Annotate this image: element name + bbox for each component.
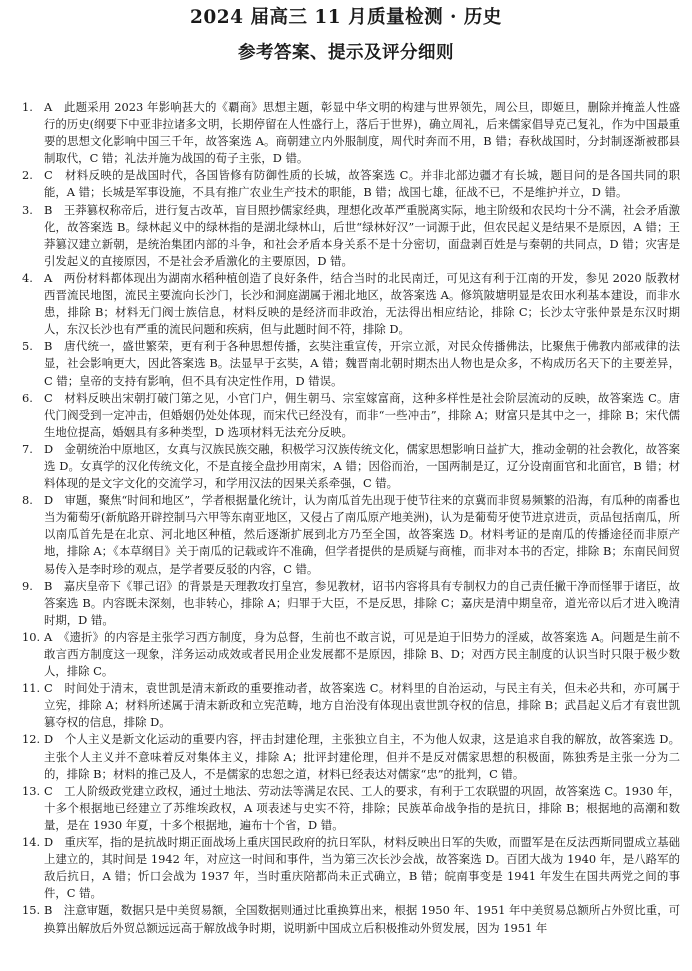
- question-number: 4.: [22, 270, 33, 285]
- question-number: 2.: [22, 168, 33, 183]
- answer-text: D 金朝统治中原地区，女真与汉族民族交融，积极学习汉族传统文化，儒家思想影响日益扩大，推动金朝的社会教化，故答案选 D。女真学的汉化传统文化，不是直接全盘抄用南宋，A 错；因俗而治，一国两制是辽，辽分设南面官和北面官，B 错；材料体现的是文字文化的交流学习，和学用汉法的因果关系牵强，C 错。: [44, 441, 680, 491]
- question-number: 13.: [22, 783, 41, 798]
- answer-item: [22, 99, 680, 167]
- page-subtitle: 参考答案、提示及评分细则: [238, 43, 454, 63]
- question-number: 15.: [22, 903, 41, 918]
- answer-list: [22, 99, 680, 971]
- answer-text: A 此题采用 2023 年影响甚大的《覇商》思想主题，彰显中华文明的构建与世界领先，周公旦，即姬旦，删除并掩盖人性盛行的历史(纲要下中亚非拉诸多文明，长期停留在人性盛行上，落后于世界)，确立周礼，后来儒家倡导克己复礼，作为中国最重要的思想文化影响中国三千年，故答案选 A。商朝建立内外服制度，周代时奔而不用，B 错；春秋战国时，分封制逐渐被郡县制取代，C 错；礼法并施为战国的荀子主张，D 错。: [44, 100, 680, 166]
- answer-item: [22, 441, 680, 492]
- answer-item: [22, 680, 680, 731]
- question-number: 10.: [22, 629, 41, 644]
- question-number: 5.: [22, 339, 33, 354]
- answer-text: B 嘉庆皇帝下《罪己诏》的背景是天理教攻打皇宫，参见教材，诏书内容将具有专制权力的自己责任撇干净而怪罪于诸臣，故答案选 B。内容既未深刻，也非转心，排除 A；归罪于大臣，不是反思，排除 C；嘉庆是清中期皇帝，道光帝以后才进入晚清时期，D 错。: [44, 578, 680, 627]
- answer-item: [22, 902, 680, 936]
- answer-text: A 两份材料都体现出为湖南水稻种植创造了良好条件，结合当时的北民南迁，可见这有利于江南的开发，参见 2020 版教材西晋流民地图，流民主要流向长沙门，长沙和洞庭湖属于湘北地区，故答案选 A。修筑陂塘明显是农田水利基本建设，而非水患，排除 B；材料无门阀士族信息，材料反映的是经济而非政治，无法得出相应结论，排除 C；长沙太守张仲景是东汉时期人，东汉长沙也有严重的流民问题和疾病，但与此题时间不符，排除 D。: [44, 270, 680, 337]
- answer-text: D 个人主义是新文化运动的重要内容，抨击封建伦理，主张独立自主，不为他人奴隶，这是追求自我的解放，故答案选 D。主张个人主义并不意味着反对集体主义，排除 A；批评封建伦理，但并不是反对儒家思想的积极面，陈独秀是主张一分为二的，排除 B；材料的推己及人，不是儒家的忠恕之道，材料已经表达对儒家“忠”的批判，C 错。: [44, 732, 680, 781]
- answer-text: B 王莽篡权称帝后，进行复古改革，盲目照抄儒家经典，理想化改革严重脱离实际，地主阶级和农民均十分不满，社会矛盾激化，故答案选 B。绿林起义中的绿林指的是湖北绿林山，后世“绿林好汉”一词源于此，但农民起义是结果不是原因，A 错；王莽篡汉建立新朝，是统治集团内部的斗争，和社会矛盾本身关系不是十分密切，面盘剥百姓是与秦朝的共同点，D 错；灾害是引发起义的直接原因，不是社会矛盾激化的主要原因，D 错。: [44, 202, 680, 268]
- answer-text: C 时间处于清末，袁世凯是清末新政的重要推动者，故答案选 C。材料里的自治运动，与民主有关，但未必共和，亦可属于立宪，排除 A；材料所述属于清末新政和立宪范畴，地方自治没有体现出袁世凯夺权的信息，排除 B；武昌起义后才有袁世凯篡夺权的信息，排除 D。: [44, 681, 680, 730]
- question-number: 8.: [22, 493, 33, 508]
- answer-item: [22, 167, 680, 201]
- question-number: 12.: [22, 732, 41, 747]
- answer-item: [22, 202, 680, 270]
- answer-text: C 工人阶级政党建立政权，通过土地法、劳动法等满足农民、工人的要求，有利于工农联盟的巩固，故答案选 C。1930 年，十多个根据地已经建立了苏维埃政权，A 项表述与史实不符，排除；民族革命战争指的是抗日，排除 B；根据地的高潮和数量，是在 1930 年夏，十多个根据地，遍布十个省，D 错。: [44, 783, 680, 832]
- answer-text: D 重庆军，指的是抗战时期正面战场上重庆国民政府的抗日军队，材料反映出日军的失败，而盟军是在反法西斯同盟成立基础上建立的，其时间是 1942 年，对应这一时间和事件，当为第三次长沙会战，故答案选 D。百团大战为 1940 年，是八路军的敌后抗日，A 错；忻口会战为 1937 年，当时重庆陪都尚未正式确立，B 错；皖南事变是 1941 年发生在国共两党之间的事件，C 错。: [44, 835, 680, 901]
- answer-item: [22, 390, 680, 441]
- answer-text: D 审题，聚焦“时间和地区”，学者根据量化统计，认为南瓜首先出现于使节往来的京冀而非贸易频繁的沿海，有瓜种的南番也当为葡萄牙(新航路开辟控制马六甲等东南亚地区，又侵占了南瓜原产地美洲)，认为是葡萄牙使节进京进贡，贡品包括南瓜，所以南瓜首先是在北京、河北地区种植，然后逐渐扩展到北方乃至全国，故答案选 D。材料考证的是南瓜的传播途径而非原产地，排除 A；《本草纲目》关于南瓜的记载或许不准确，但学者提供的是质疑与商榷，而非对本书的否定，排除 B；东南民间贸易传入是李时珍的观点，是学者要反驳的内容，C 错。: [44, 493, 680, 576]
- page-title: 2024 届高三 11 月质量检测 · 历史: [190, 7, 502, 28]
- answer-text: C 材料反映的是战国时代，各国皆修有防御性质的长城，故答案选 C。并非北部边疆才有长城，题目问的是各国共同的职能，A 错；长城是军事设施，不具有推广农业生产技术的职能，B 错；战国七雄，征战不已，不是维护并立，D 错。: [44, 168, 680, 200]
- answer-item: [22, 492, 680, 577]
- answer-item: [22, 578, 680, 629]
- question-number: 6.: [22, 390, 33, 405]
- answer-item: [22, 834, 680, 902]
- answer-item: [22, 338, 680, 389]
- answer-item: [22, 270, 680, 338]
- answer-text: C 材料反映出宋朝打破门第之见，小官门户，佣生朝马、宗室嫁富商，这种多样性是社会阶层流动的反映，故答案选 C。唐代门阀受到一定冲击，但婚姻仍处处体现，而宋代已经没有，而非“一些冲击”，排除 A；财富只是其中之一，排除 B；宋代儒生地位提高，婚姻具有多种类型，D 选项材料无法充分反映。: [44, 390, 680, 439]
- answer-text: A 《遗折》的内容是主张学习西方制度，身为总督，生前也不敢言说，可见是迫于旧势力的淫威，故答案选 A。问题是生前不敢言西方制度这一现象，洋务运动成效或者民用企业发展都不是原因，排除 B、D；对西方民主制度的认识当时只限于极少数人，排除 C。: [44, 629, 680, 679]
- question-number: 7.: [22, 441, 33, 456]
- answer-text: B 注意审题，数据只是中美贸易额，全国数据则通过比重换算出来，根据 1950 年、1951 年中美贸易总额所占外贸比重，可换算出解放后外贸总额远远高于解放战争时期，说明新中国成立后积极推动外贸发展，因为 1951 年: [44, 903, 680, 935]
- question-number: 3.: [22, 202, 33, 217]
- answer-text: B 唐代统一，盛世繁荣，更有利于各种思想传播，玄奘注重宣传，开宗立派，对民众传播佛法，比聚焦于佛教内部戒律的法显，社会影响更大，因此答案选 B。法显早于玄奘，A 错；魏晋南北朝时期杰出人物也是众多，不构成历名天下的主要差异，C 错；皇帝的支持有影响，但不具有决定性作用，D 错误。: [44, 339, 680, 388]
- question-number: 9.: [22, 578, 33, 593]
- answer-item: [22, 629, 680, 680]
- question-number: 11.: [22, 681, 41, 696]
- answer-item: [22, 731, 680, 782]
- question-number: 14.: [22, 835, 41, 850]
- question-number: 1.: [22, 100, 33, 114]
- answer-item: [22, 783, 680, 834]
